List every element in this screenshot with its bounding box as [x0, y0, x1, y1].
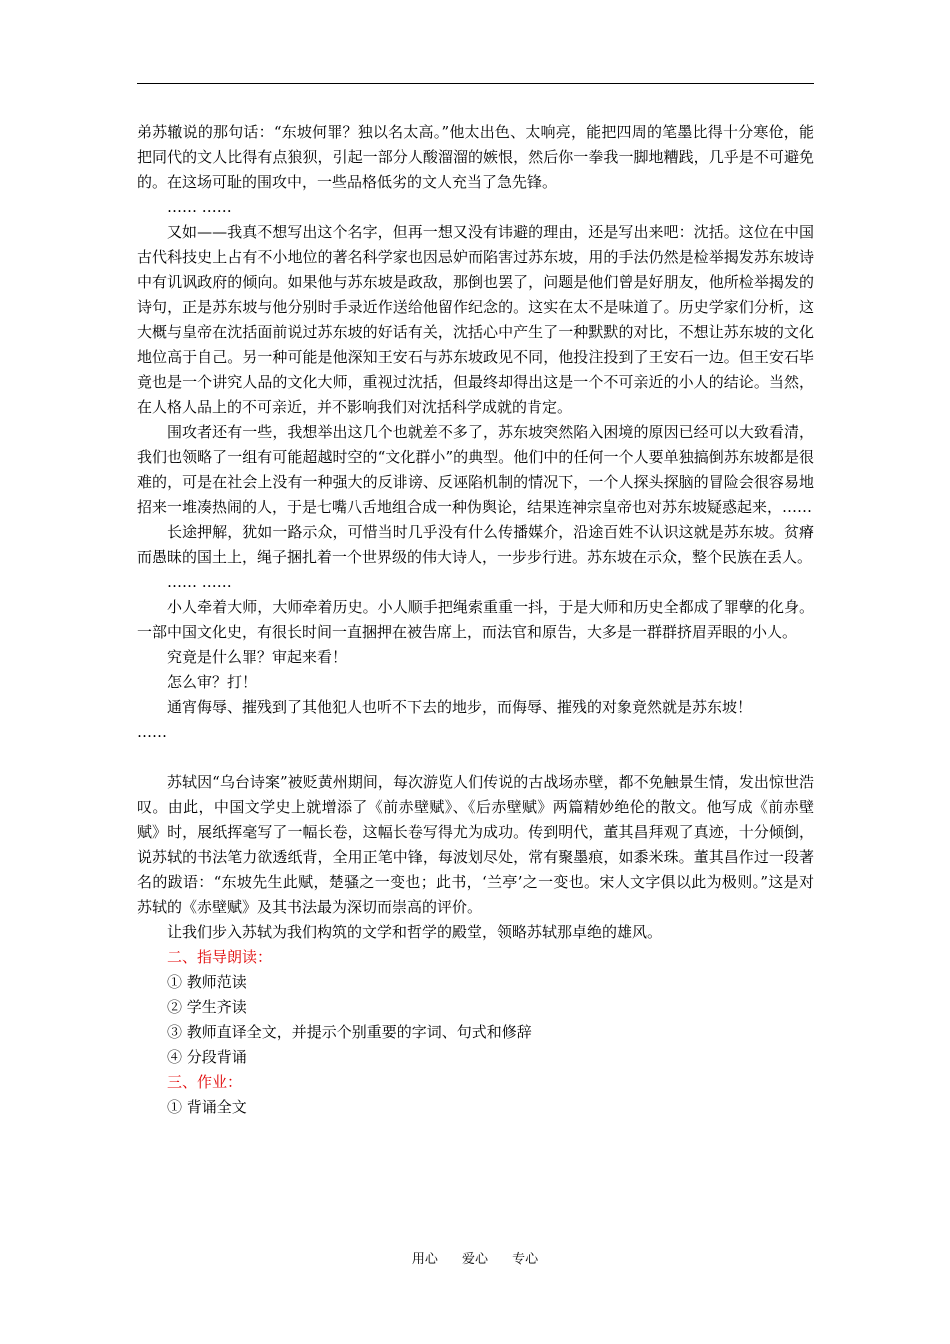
paragraph: 究竟是什么罪？审起来看！	[167, 648, 348, 666]
paragraph: 让我们步入苏轼为我们构筑的文学和哲学的殿堂，领略苏轼那卓绝的雄风。	[167, 923, 663, 941]
list-item: ④ 分段背诵	[167, 1048, 247, 1066]
list-item: ① 背诵全文	[167, 1098, 247, 1116]
section-heading-reading: 二、指导朗读：	[167, 948, 273, 966]
ellipsis-separator: …… ……	[167, 573, 232, 591]
paragraph: 苏轼因“乌台诗案”被贬黄州期间，每次游览人们传说的古战场赤壁，都不免触景生情，发出惊世浩叹。由此，中国文学史上就增添了《前赤壁赋》、《后赤壁赋》两篇精妙绝伦的散文。他写成《前赤壁赋》时，展纸挥毫写了一幅长卷，这幅长卷写得尤为成功。传到明代，董其昌拜观了真迹，十分倾倒，说苏轼的书法笔力欲透纸背，全用正笔中锋，每波划尽处，常有聚墨痕，如黍米珠。董其昌作过一段著名的跋语：“东坡先生此赋，楚骚之一变也；此书，‘兰亭’之一变也。宋人文字俱以此为极则。”这是对苏轼的《赤壁赋》及其书法最为深切而崇高的评价。	[137, 773, 814, 916]
paragraph: 弟苏辙说的那句话：“东坡何罪？独以名太高。”他太出色、太响亮，能把四周的笔墨比得十分寒伧，能把同代的文人比得有点狼狈，引起一部分人酸溜溜的嫉恨，然后你一拳我一脚地糟践，几乎是不可避免的。在这场可耻的围攻中，一些品格低劣的文人充当了急先锋。	[137, 123, 814, 191]
list-item: ② 学生齐读	[167, 998, 247, 1016]
paragraph: 围攻者还有一些，我想举出这几个也就差不多了，苏东坡突然陷入困境的原因已经可以大致看清，我们也领略了一组有可能超越时空的“文化群小”的典型。他们中的任何一个人要单独搞倒苏东坡都是很难的，可是在社会上没有一种强大的反诽谤、反诬陷机制的情况下，一个人探头探脑的冒险会很容易地招来一堆凑热闹的人，于是七嘴八舌地组合成一种伪舆论，结果连神宗皇帝也对苏东坡疑惑起来，……	[137, 423, 814, 516]
blank-line	[137, 745, 814, 770]
list-item: ① 教师范读	[167, 973, 247, 991]
paragraph: 通宵侮辱、摧残到了其他犯人也听不下去的地步，而侮辱、摧残的对象竟然就是苏东坡！	[167, 698, 753, 716]
paragraph: 又如——我真不想写出这个名字，但再一想又没有讳避的理由，还是写出来吧：沈括。这位在中国古代科技史上占有不小地位的著名科学家也因忌妒而陷害过苏东坡，用的手法仍然是检举揭发苏东坡诗中有讥讽政府的倾向。如果他与苏东坡是政敌，那倒也罢了，问题是他们曾是好朋友，他所检举揭发的诗句，正是苏东坡与他分别时手录近作送给他留作纪念的。这实在太不是味道了。历史学家们分析，这大概与皇帝在沈括面前说过苏东坡的好话有关，沈括心中产生了一种默默的对比，不想让苏东坡的文化地位高于自己。另一种可能是他深知王安石与苏东坡政见不同，他投注投到了王安石一边。但王安石毕竟也是一个讲究人品的文化大师，重视过沈括，但最终却得出这是一个不可亲近的小人的结论。当然，在人格人品上的不可亲近，并不影响我们对沈括科学成就的肯定。	[137, 223, 814, 416]
ellipsis-end: ……	[137, 723, 167, 741]
paragraph: 怎么审？打！	[167, 673, 258, 691]
paragraph: 长途押解，犹如一路示众，可惜当时几乎没有什么传播媒介，沿途百姓不认识这就是苏东坡。贫瘠而愚昧的国土上，绳子捆扎着一个世界级的伟大诗人，一步步行进。苏东坡在示众，整个民族在丢人。	[137, 523, 814, 566]
header-rule	[137, 83, 814, 84]
page-footer: 用心 爱心 专心	[411, 1252, 539, 1267]
ellipsis-separator: …… ……	[167, 198, 232, 216]
document-body	[137, 120, 814, 1120]
paragraph: 小人牵着大师，大师牵着历史。小人顺手把绳索重重一抖，于是大师和历史全都成了罪孽的化身。一部中国文化史，有很长时间一直捆押在被告席上，而法官和原告，大多是一群群挤眉弄眼的小人。	[137, 598, 814, 641]
section-heading-homework: 三、作业：	[167, 1073, 243, 1091]
list-item: ③ 教师直译全文，并提示个别重要的字词、句式和修辞	[167, 1023, 532, 1041]
